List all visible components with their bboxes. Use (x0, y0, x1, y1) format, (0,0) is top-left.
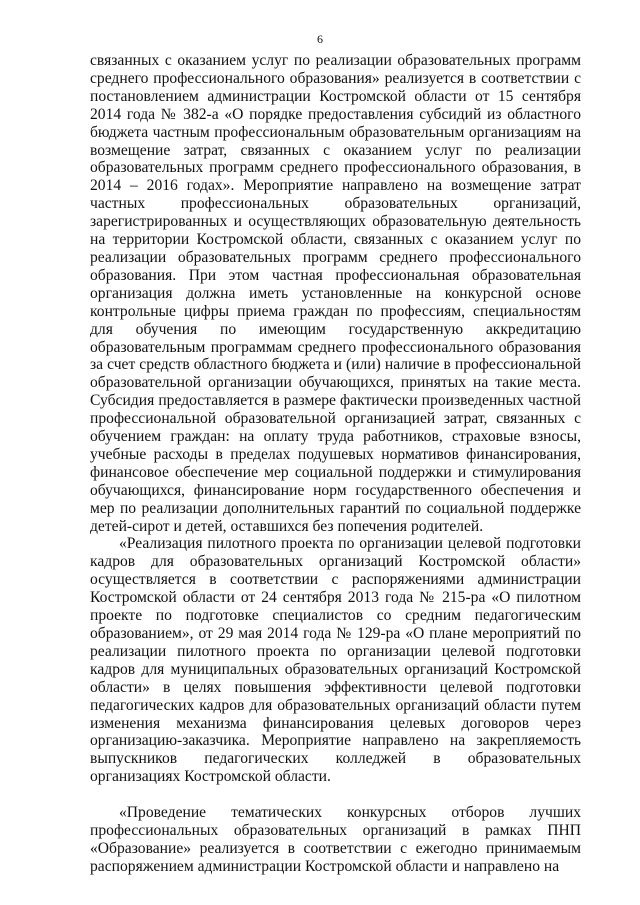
paragraph-subsidy-private-organizations: связанных с оказанием услуг по реализации образовательных программ среднего профессионального образования» реализуется в соответствии с постановлением администрации Костромской области от 15 сентября 2014 года № 382-а «О порядке предоставления субсидий из областного бюджета частным профессиональным образовательным организациям на возмещение затрат, связанных с оказанием услуг по реализации образовательных программ среднего профессионального образования, в 2014 – 2016 годах». Мероприятие направлено на возмещение затрат частных профессиональных образовательных организаций, зарегистрированных и осуществляющих образовательную деятельность на территории Костромской области, связанных с оказанием услуг по реализации образовательных программ среднего профессионального образования. При этом частная профессиональная образовательная организация должна иметь установленные на конкурсной основе контрольные цифры приема граждан по профессиям, специальностям для обучения по имеющим государственную аккредитацию образовательным программам среднего профессионального образования за счет средств областного бюджета и (или) наличие в профессиональной образовательной организации обучающихся, принятых на такие места. Субсидия предоставляется в размере фактически произведенных частной профессиональной образовательной организацией затрат, связанных с обучением граждан: на оплату труда работников, страховые взносы, учебные расходы в пределах подушевых нормативов финансирования, финансовое обеспечение мер социальной поддержки и стимулирования обучающихся, финансирование норм государственного обеспечения и мер по реализации дополнительных гарантий по социальной поддержке детей-сирот и детей, оставшихся без попечения родителей. (90, 52, 581, 535)
paragraph-spacer (90, 786, 581, 804)
document-body (90, 52, 581, 876)
paragraph-thematic-competitions: «Проведение тематических конкурсных отборов лучших профессиональных образовательных организаций в рамках ПНП «Образование» реализуется в соответствии с ежегодно принимаемым распоряжением администрации Костромской области и направлено на (90, 804, 581, 875)
page-number: 6 (317, 32, 323, 46)
paragraph-pilot-project-targeted-training: «Реализация пилотного проекта по организации целевой подготовки кадров для образовательных организаций Костромской области» осуществляется в соответствии с распоряжениями администрации Костромской области от 24 сентября 2013 года № 215-ра «О пилотном проекте по подготовке специалистов со средним педагогическим образованием», от 29 мая 2014 года № 129-ра «О плане мероприятий по реализации пилотного проекта по организации целевой подготовки кадров для муниципальных образовательных организаций Костромской области» в целях повышения эффективности целевой подготовки педагогических кадров для образовательных организаций области путем изменения механизма финансирования целевых договоров через организацию-заказчика. Мероприятие направлено на закрепляемость выпускников педагогических колледжей в образовательных организациях Костромской области. (90, 535, 581, 786)
